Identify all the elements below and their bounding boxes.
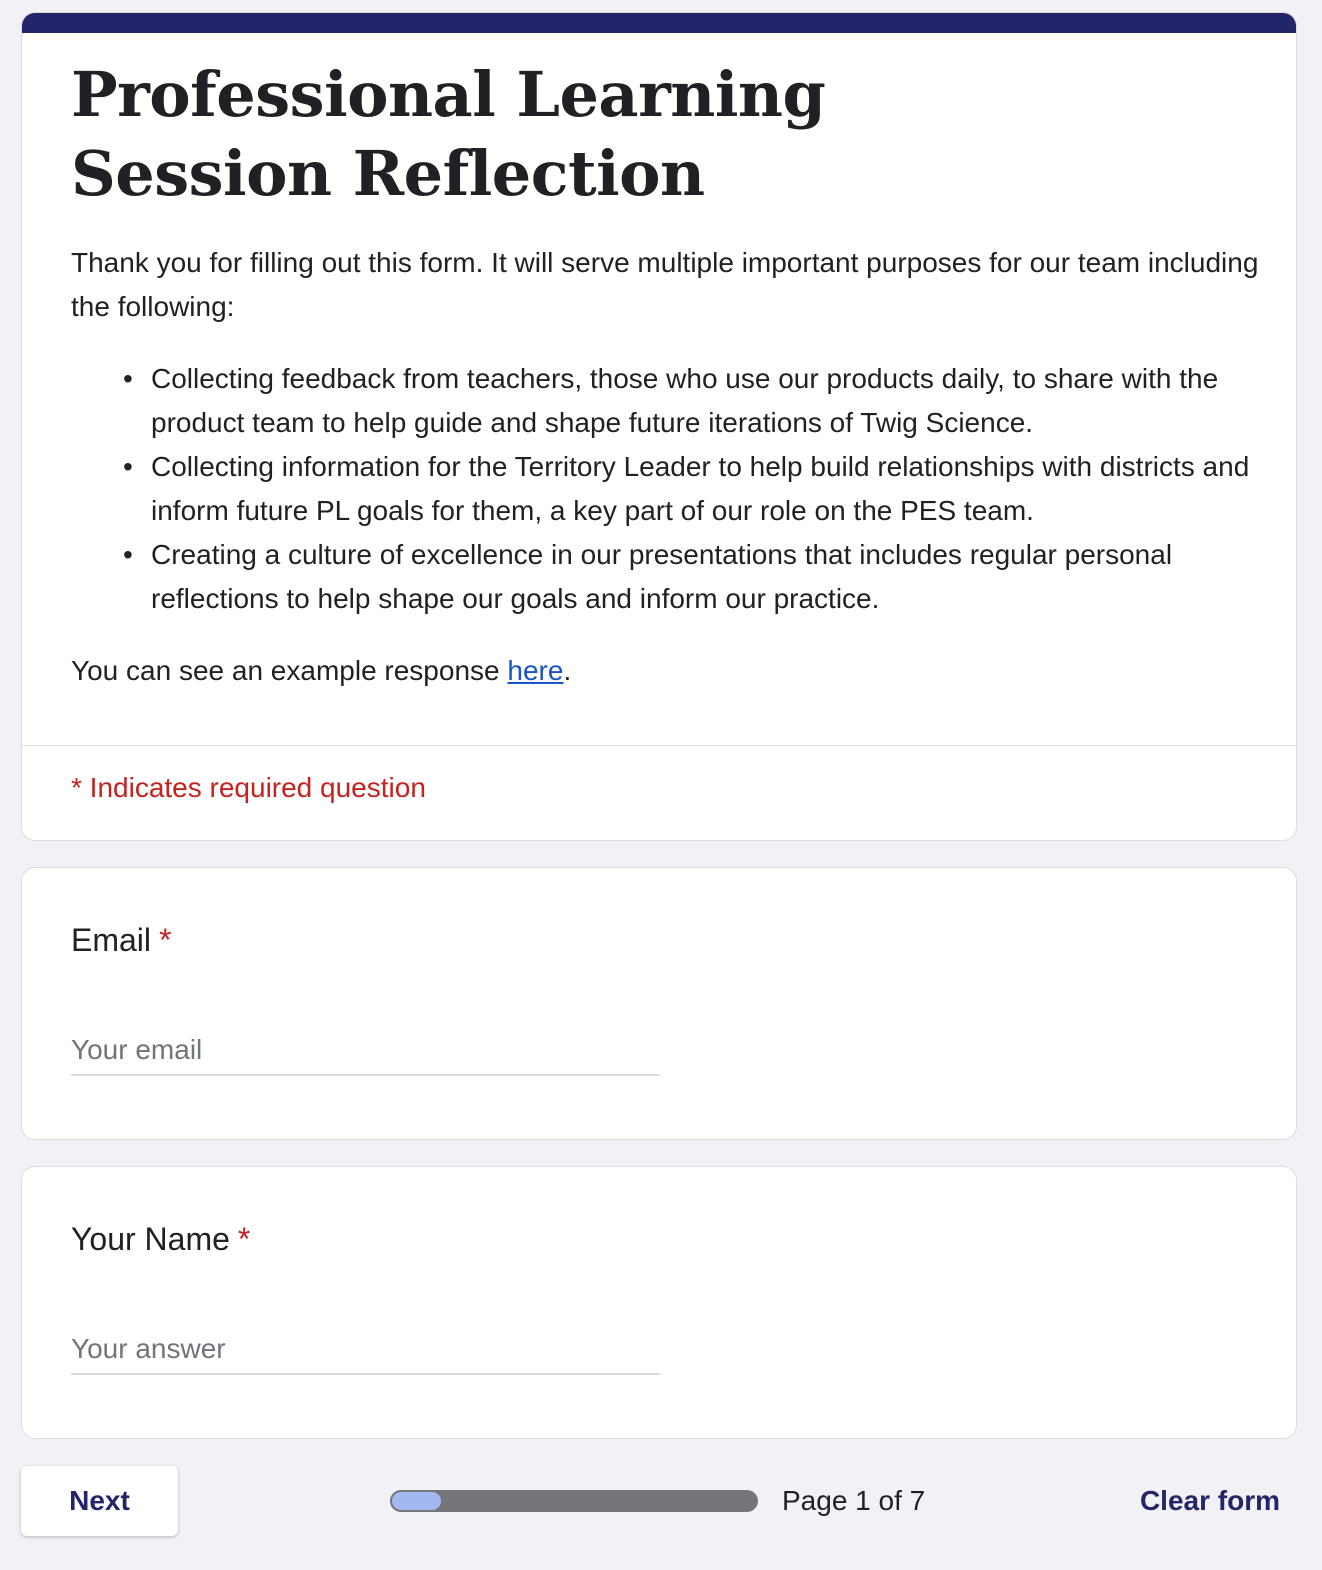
- form-footer: [0, 1440, 1322, 1570]
- question-card-name: [21, 1166, 1297, 1439]
- list-item: • Collecting feedback from teachers, those who use our products daily, to share with the product team to help guide and shape future iterations of Twig Science.: [151, 357, 1261, 445]
- example-response-link[interactable]: here: [507, 655, 564, 686]
- description-intro: Thank you for filling out this form. It will serve multiple important purposes for our team including the following:: [71, 247, 1259, 322]
- progress-fill: [390, 1490, 443, 1512]
- question-label: [71, 1219, 250, 1259]
- question-title: Email: [71, 922, 152, 958]
- clear-form-button[interactable]: Clear form: [1139, 1485, 1280, 1516]
- page-indicator: Page 1 of 7: [782, 1485, 926, 1516]
- name-field[interactable]: [71, 1325, 660, 1375]
- form-title: Professional Learning Session Reflection: [71, 58, 826, 210]
- question-label: [71, 920, 171, 960]
- example-line: [71, 649, 1261, 693]
- question-title: Your Name: [71, 1221, 230, 1257]
- example-suffix: .: [563, 655, 572, 686]
- example-prefix: You can see an example response: [71, 655, 508, 686]
- form-header-card: [21, 12, 1297, 841]
- required-asterisk: *: [237, 1221, 251, 1257]
- required-asterisk: *: [159, 922, 172, 958]
- list-item: • Creating a culture of excellence in our presentations that includes regular personal reflections to help shape our goals and inform our practice.: [151, 533, 1261, 621]
- form-description: [71, 241, 1261, 693]
- question-card-email: [21, 867, 1297, 1140]
- email-field[interactable]: [71, 1026, 660, 1076]
- next-button[interactable]: Next: [21, 1466, 178, 1536]
- header-divider: [22, 745, 1296, 746]
- header-accent-bar: [22, 13, 1296, 33]
- progress-bar: [390, 1490, 758, 1512]
- purpose-list: [71, 357, 1261, 621]
- required-note: * Indicates required question: [71, 772, 426, 803]
- list-item: • Collecting information for the Territory Leader to help build relationships with districts and inform future PL goals for them, a key part of our role on the PES team.: [151, 445, 1261, 533]
